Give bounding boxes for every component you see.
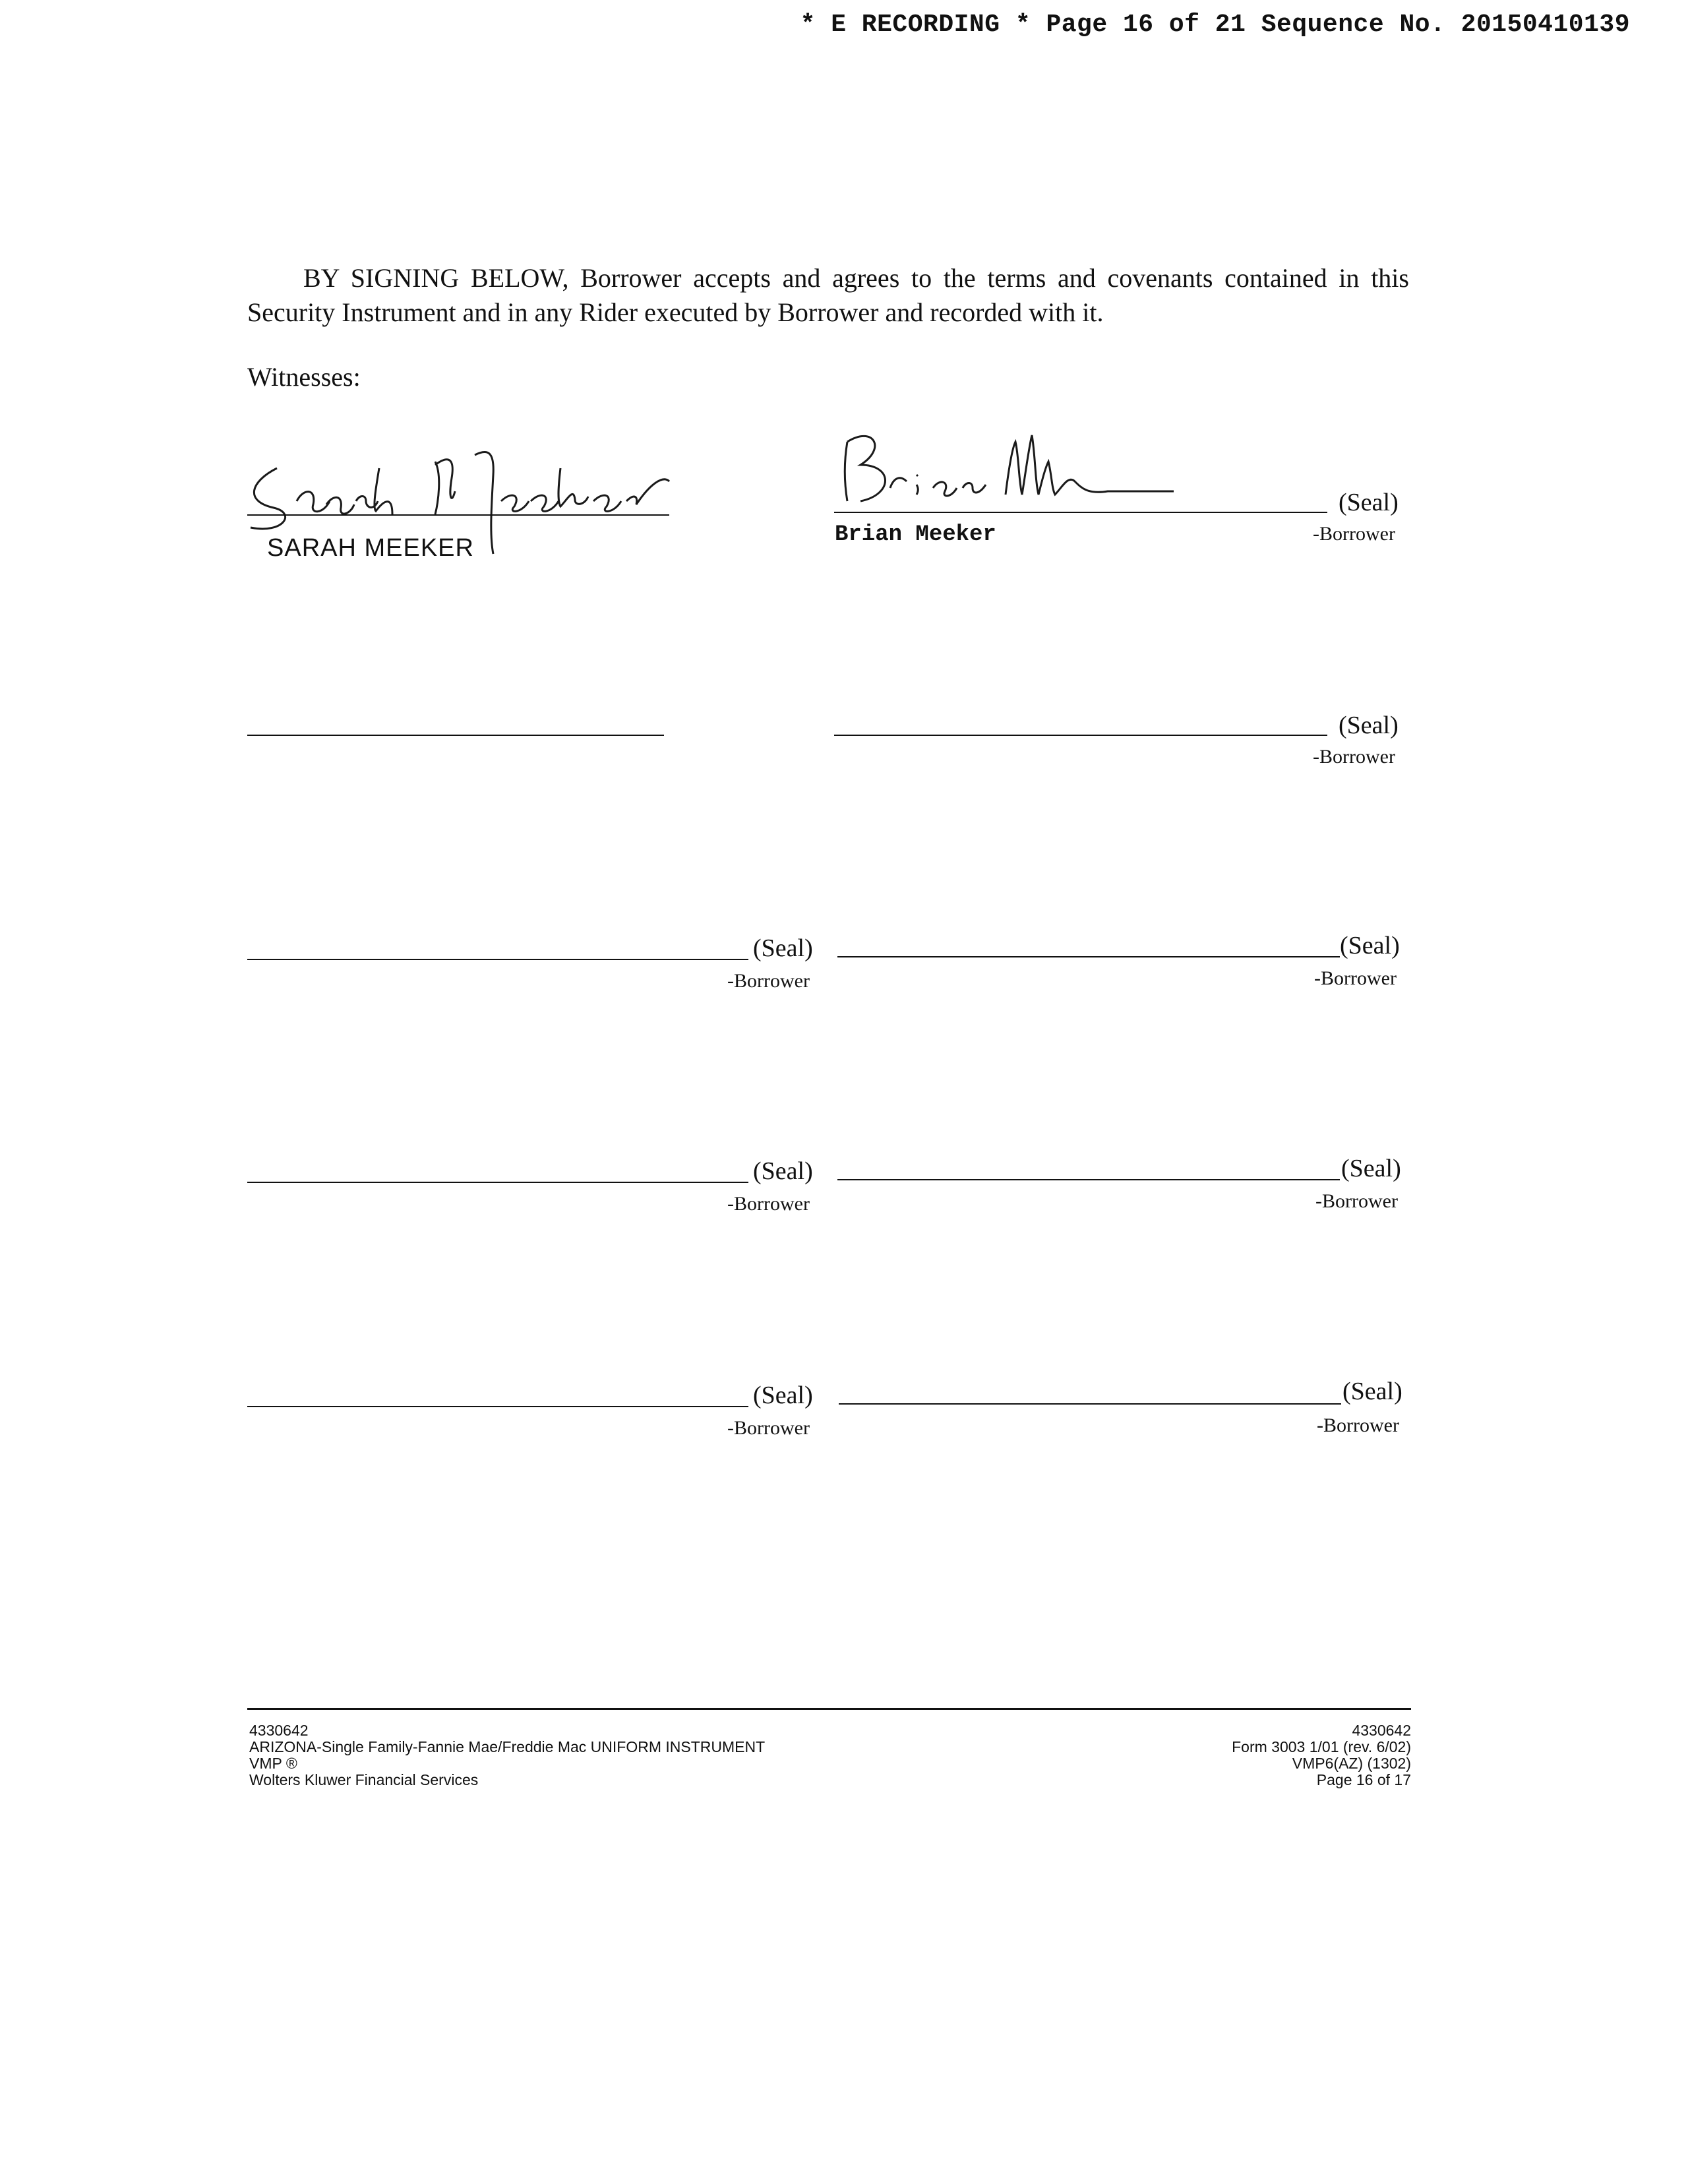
footer-left-publisher: Wolters Kluwer Financial Services [249, 1771, 479, 1788]
borrower-signature-line-3-left [247, 959, 748, 960]
footer-divider [247, 1708, 1411, 1710]
seal-label: (Seal) [1339, 489, 1399, 516]
seal-label: (Seal) [1339, 712, 1399, 739]
borrower-label: -Borrower [1313, 746, 1395, 768]
borrower-signature-line-2 [834, 735, 1327, 736]
borrower-label: -Borrower [1314, 967, 1397, 989]
seal-label: (Seal) [1340, 932, 1400, 959]
seal-label: (Seal) [753, 1381, 813, 1409]
footer-right-form-number: Form 3003 1/01 (rev. 6/02) [1232, 1738, 1411, 1755]
footer-left-vmp: VMP ® [249, 1755, 297, 1772]
borrower-signature-line-4-left [247, 1182, 748, 1183]
footer-right-vmp-code: VMP6(AZ) (1302) [1292, 1755, 1411, 1772]
witness-printed-name: SARAH MEEKER [267, 534, 474, 562]
borrower-printed-name: Brian Meeker [835, 522, 996, 547]
borrower-label: -Borrower [727, 1193, 810, 1215]
borrower-label: -Borrower [1317, 1414, 1399, 1436]
seal-label: (Seal) [1342, 1378, 1402, 1405]
seal-label: (Seal) [753, 1157, 813, 1185]
seal-label: (Seal) [753, 934, 813, 962]
witnesses-label: Witnesses: [247, 362, 361, 392]
borrower-label: -Borrower [727, 970, 810, 992]
borrower-signature-line-5-left [247, 1406, 748, 1407]
borrower-signature-line-4-right [837, 1179, 1340, 1180]
borrower-label: -Borrower [727, 1417, 810, 1439]
footer-left-loan-number: 4330642 [249, 1722, 309, 1739]
borrower-signature-line-3-right [837, 956, 1340, 957]
footer-left [249, 1722, 765, 1788]
signing-statement: BY SIGNING BELOW, Borrower accepts and agrees to the terms and covenants contained in this Security Instrument and in any Rider executed by Borrower and recorded with it. [247, 263, 1409, 327]
footer-right [1232, 1722, 1411, 1788]
borrower-signature-line-1 [834, 512, 1327, 513]
borrower-label: -Borrower [1315, 1190, 1398, 1212]
footer-right-loan-number: 4330642 [1352, 1722, 1411, 1739]
recording-header: * E RECORDING * Page 16 of 21 Sequence No. 20150410139 [800, 11, 1630, 39]
footer-left-instrument: ARIZONA-Single Family-Fannie Mae/Freddie Mac UNIFORM INSTRUMENT [249, 1738, 766, 1755]
witness-signature-line-1 [247, 514, 669, 516]
seal-label: (Seal) [1341, 1155, 1401, 1182]
borrower-label: -Borrower [1313, 523, 1395, 545]
footer-right-page-number: Page 16 of 17 [1316, 1771, 1411, 1788]
witness-signature-line-2 [247, 735, 664, 736]
borrower-signature-line-5-right [839, 1403, 1341, 1405]
borrower-signature [828, 422, 1197, 521]
